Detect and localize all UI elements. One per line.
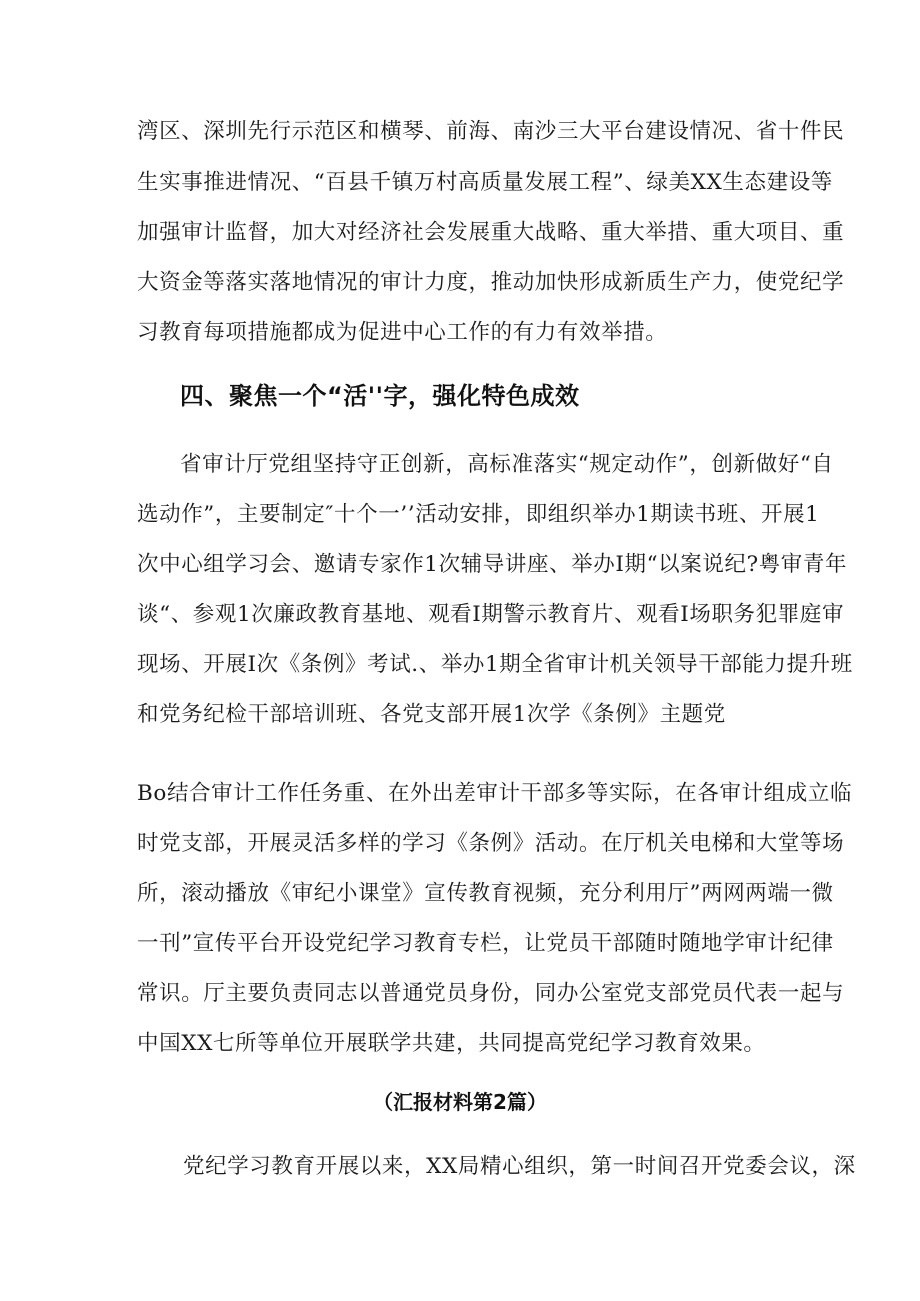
body-text-line: 习教育每项措施都成为促进中心工作的有力有效举措。 <box>137 320 668 345</box>
body-text-line: 常识。厅主要负责同志以普通党员身份，同办公室党支部党员代表一起与 <box>137 981 845 1006</box>
body-text-line: 选动作”，主要制定″十个一’’活动安排，即组织举办1期读书班、开展1 <box>137 502 820 527</box>
body-text-line: 和党务纪检干部培训班、各党支部开展1次学《条例》主题党 <box>137 702 726 727</box>
section-heading: 四、聚焦一个“活''字，强化特色成效 <box>180 382 580 410</box>
body-text-line: 湾区、深圳先行示范区和横琴、前海、南沙三大平台建设情况、省十件民 <box>137 119 845 144</box>
body-text-line: 所，滚动播放《审纪小课堂》宣传教育视频，充分利用厅”两网两端一微 <box>137 881 834 906</box>
body-text-line: 生实事推进情况、“百县千镇万村高质量发展工程”、绿美XX生态建设等 <box>137 170 833 195</box>
body-text-line: Bo结合审计工作任务重、在外出差审计干部多等实际，在各审计组成立临 <box>137 781 853 806</box>
body-text-line: 中国XX七所等单位开展联学共建，共同提高党纪学习教育效果。 <box>137 1031 766 1056</box>
body-text-line: 时党支部，开展灵活多样的学习《条例》活动。在厅机关电梯和大堂等场 <box>137 831 845 856</box>
body-text-line: 次中心组学习会、邀请专家作1次辅导讲座、举办I期“以案说纪?粤审青年 <box>137 552 848 577</box>
body-text-line: 大资金等落实落地情况的审计力度，推动加快形成新质生产力，使党纪学 <box>137 270 845 295</box>
body-text-line: 党纪学习教育开展以来，XX局精心组织，第一时间召开党委会议，深 <box>183 1154 856 1179</box>
report-subtitle: （汇报材料第2篇） <box>373 1090 547 1114</box>
body-text-line: 现场、开展I次《条例》考试.、举办1期全省审计机关领导干部能力提升班 <box>137 652 853 677</box>
body-text-line: 省审计厅党组坚持守正创新，高标准落实“规定动作”，创新做好“自 <box>180 452 834 477</box>
body-text-line: 加强审计监督，加大对经济社会发展重大战略、重大举措、重大项目、重 <box>137 220 845 245</box>
body-text-line: 谈“、参观1次廉政教育基地、观看I期警示教育片、观看I场职务犯罪庭审 <box>137 602 845 627</box>
body-text-line: 一刊”宣传平台开设党纪学习教育专栏，让党员干部随时随地学审计纪律 <box>137 931 834 956</box>
